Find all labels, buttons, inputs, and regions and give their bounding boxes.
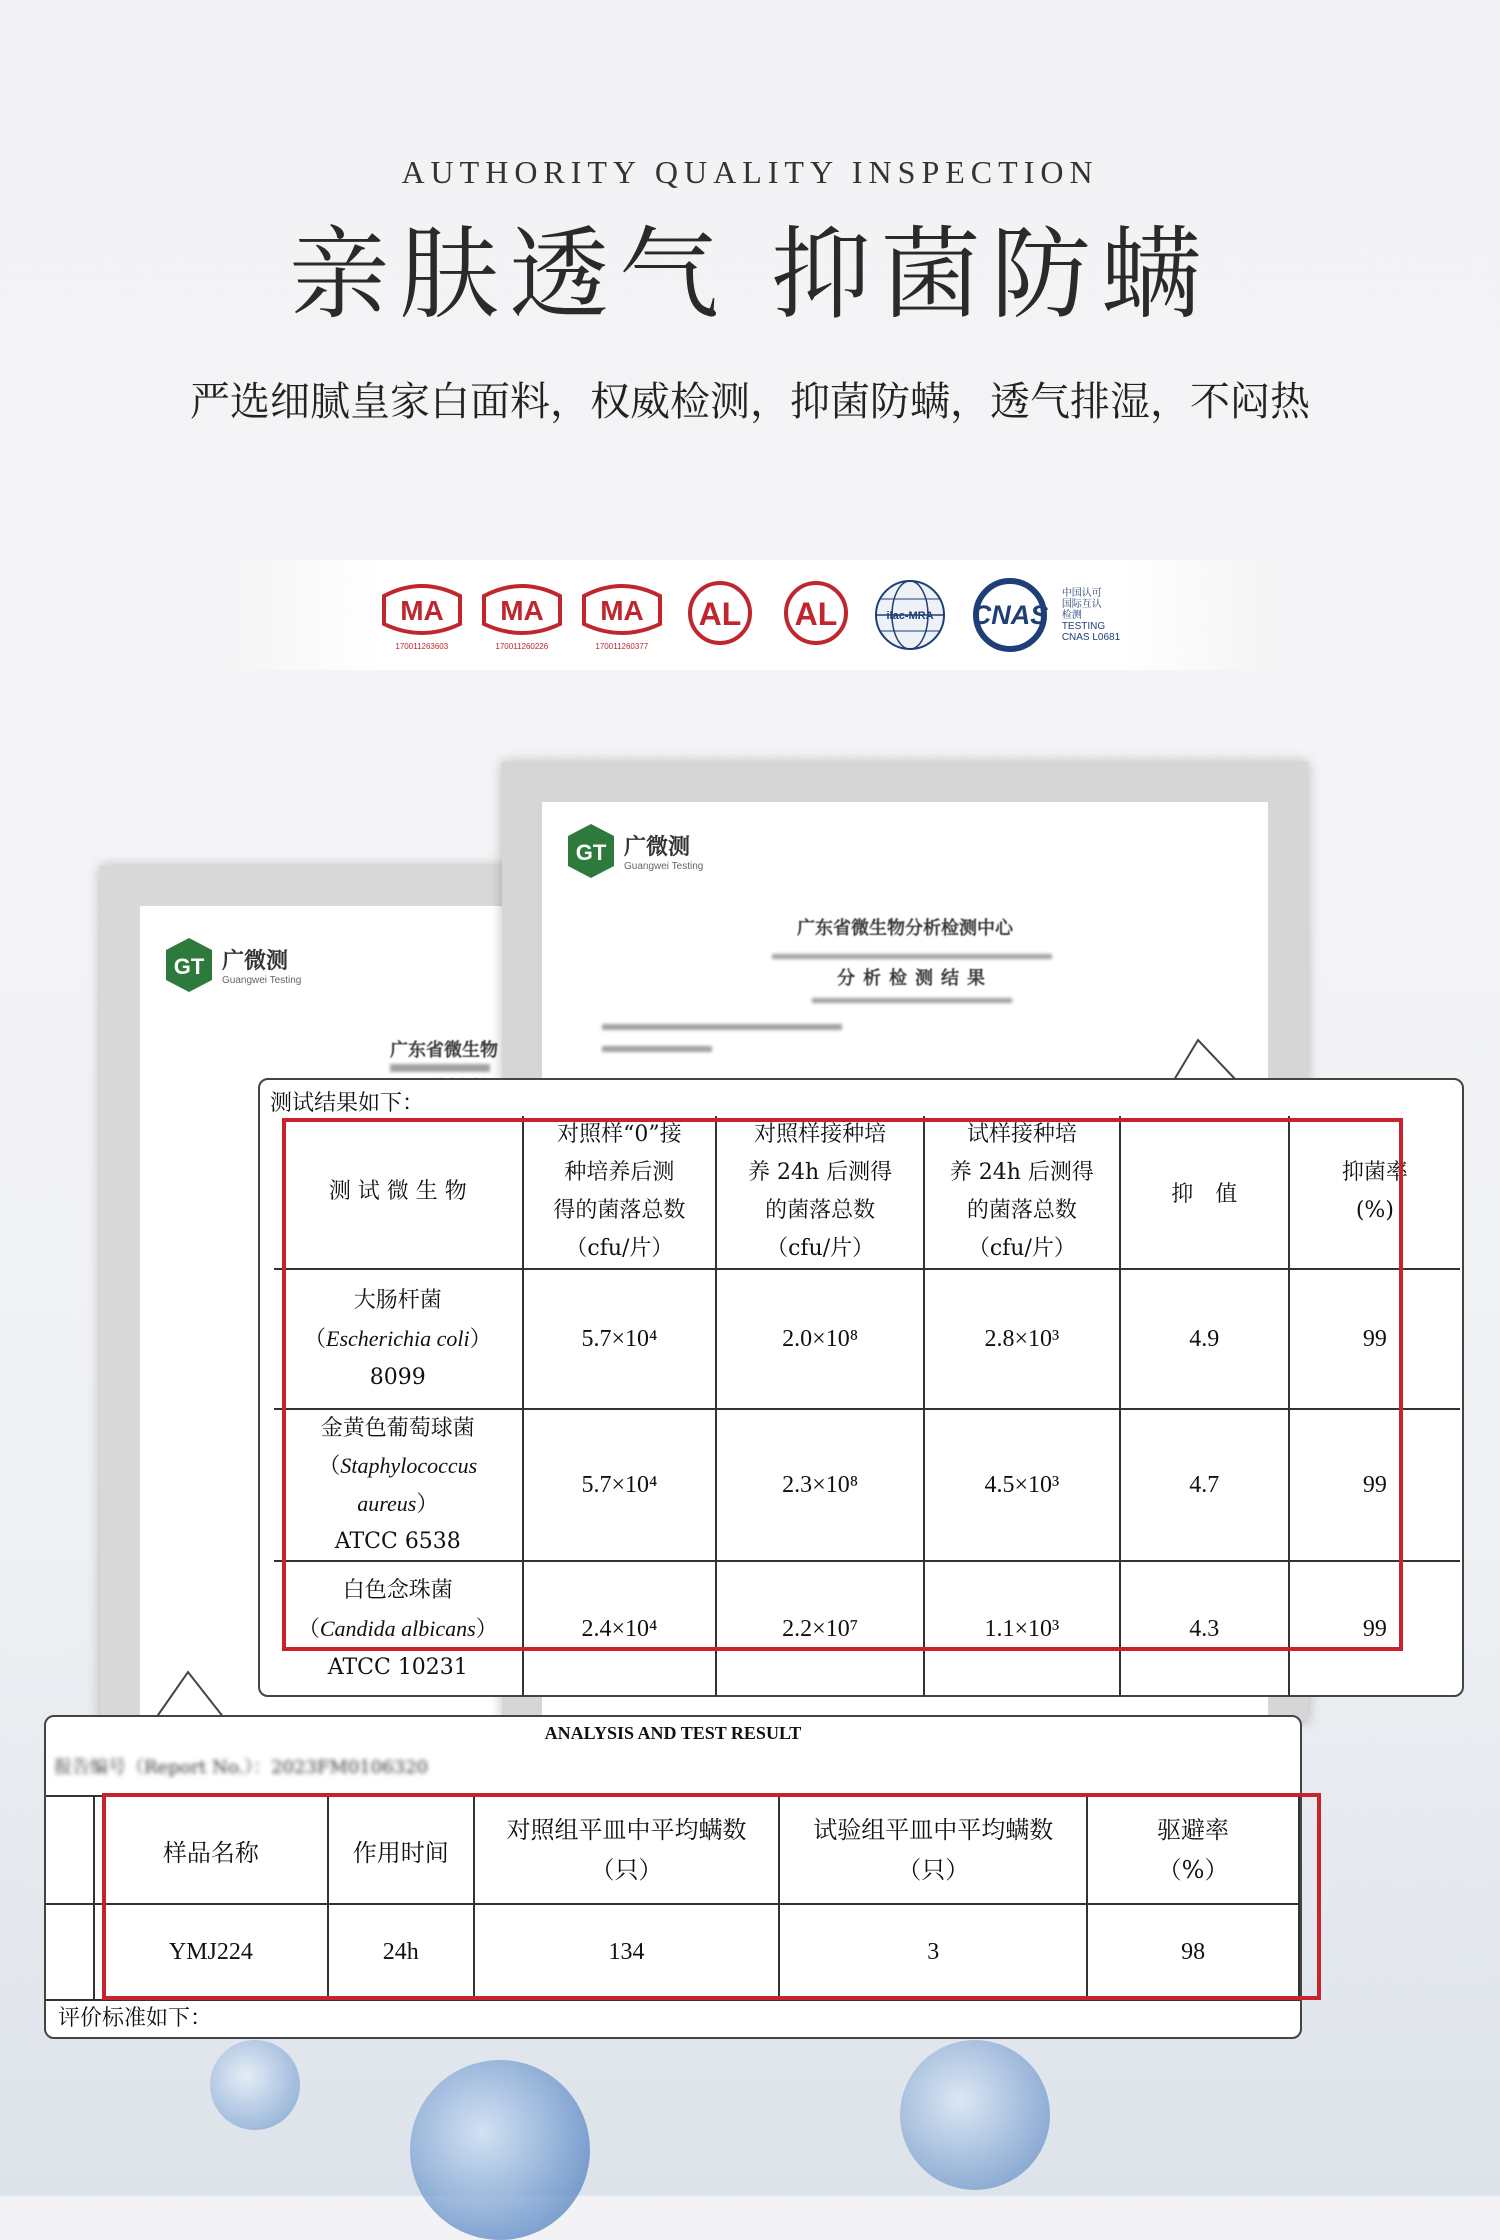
header-microbe: 测 试 微 生 物 (274, 1116, 523, 1269)
certification-logos (220, 560, 1280, 670)
gt-logo-icon (164, 936, 214, 994)
cma-icon (480, 580, 564, 651)
inhibition-rate-cell: 99 (1289, 1269, 1460, 1409)
cnas-caption: 中国认可 国际互认 检测 TESTING CNAS L0681 (1061, 587, 1121, 643)
svg-text:MA: MA (600, 594, 644, 626)
svg-text:CNAS: CNAS (971, 600, 1049, 630)
inhibition-rate-cell: 99 (1289, 1409, 1460, 1561)
page-subtitle: 严选细腻皇家白面料，权威检测，抑菌防螨，透气排湿，不闷热 (190, 379, 1310, 425)
antibacterial-table (274, 1116, 1460, 1696)
inhibition-value-cell: 4.9 (1120, 1269, 1289, 1409)
svg-text:GT: GT (575, 840, 607, 865)
inhibition-value-cell: 4.7 (1120, 1409, 1289, 1561)
cma-number: 170011260226 (495, 641, 549, 651)
microbe-cell: 大肠杆菌 （Escherichia coli） 8099 (274, 1269, 523, 1409)
control-24h-cell: 2.2×10⁷ (716, 1561, 924, 1696)
sample-24h-cell: 4.5×10³ (924, 1409, 1120, 1561)
virus-bubble-icon (410, 2060, 590, 2240)
eyebrow-text: AUTHORITY QUALITY INSPECTION (401, 154, 1099, 190)
header-control-0: 对照样“0”接 种培养后测 得的菌落总数 （cfu/片） (523, 1116, 717, 1269)
table-row (274, 1409, 1460, 1561)
report-number: 报告编号（Report No.）：2023FM0106320 (54, 1757, 429, 1778)
sample-24h-cell: 2.8×10³ (924, 1269, 1120, 1409)
antibacterial-results-callout (258, 1078, 1464, 1697)
header-sample: 样品名称 (94, 1796, 328, 1904)
virus-bubble-icon (210, 2040, 300, 2130)
cma-icon (380, 580, 464, 651)
cma-number: 170011260377 (595, 641, 649, 651)
microbe-cell: 金黄色葡萄球菌 （Staphylococcus aureus） ATCC 6538 (274, 1409, 523, 1561)
header-control-24h: 对照样接种培 养 24h 后测得 的菌落总数 （cfu/片） (716, 1116, 924, 1269)
result-title: 分析检测结果 (837, 968, 993, 989)
repellent-rate-cell: 98 (1087, 1904, 1299, 2000)
control-24h-cell: 2.3×10⁸ (716, 1409, 924, 1561)
header-inhibition-rate: 抑菌率 (%) (1289, 1116, 1460, 1269)
svg-text:MA: MA (500, 594, 544, 626)
table-header-row (46, 1796, 1299, 1904)
mite-table (46, 1795, 1300, 2001)
time-cell: 24h (328, 1904, 474, 2000)
cma-number: 170011263603 (395, 641, 449, 651)
control-avg-cell: 134 (474, 1904, 780, 2000)
callout-pointer (1170, 1036, 1240, 1082)
ilac-mra-icon (872, 577, 948, 653)
control-0-cell: 5.7×10⁴ (523, 1409, 717, 1561)
center-name: 广东省微生物分析检测中心 (797, 918, 1013, 939)
sample-24h-cell: 1.1×10³ (924, 1561, 1120, 1696)
results-caption: 测试结果如下： (270, 1091, 425, 1116)
lab-logo: GT 广微测 Guangwei Testing (566, 822, 703, 880)
test-avg-cell: 3 (779, 1904, 1087, 2000)
svg-text:ilac-MRA: ilac-MRA (886, 610, 934, 622)
sample-cell: YMJ224 (94, 1904, 328, 2000)
svg-text:MA: MA (400, 594, 444, 626)
cnas-icon (964, 577, 1120, 653)
page-title: 亲肤透气 抑菌防螨 (289, 216, 1211, 333)
mite-report-title: ANALYSIS AND TEST RESULT (544, 1723, 802, 1743)
inhibition-rate-cell: 99 (1289, 1561, 1460, 1696)
table-row (46, 1904, 1299, 2000)
table-header-row (274, 1116, 1460, 1269)
inhibition-value-cell: 4.3 (1120, 1561, 1289, 1696)
table-row (274, 1269, 1460, 1409)
lab-logo: GT 广微测 Guangwei Testing (164, 936, 301, 994)
header-time: 作用时间 (328, 1796, 474, 1904)
control-0-cell: 2.4×10⁴ (523, 1561, 717, 1696)
cma-icon (580, 580, 664, 651)
header-sample-24h: 试样接种培 养 24h 后测得 的菌落总数 （cfu/片） (924, 1116, 1120, 1269)
back-center-name: 广东省微生物 (390, 1040, 498, 1061)
microbe-cell: 白色念珠菌 （Candida albicans） ATCC 10231 (274, 1561, 523, 1696)
svg-text:GT: GT (173, 954, 205, 979)
control-0-cell: 5.7×10⁴ (523, 1269, 717, 1409)
cal-icon (776, 579, 856, 651)
header-inhibition-value: 抑 值 (1120, 1116, 1289, 1269)
callout-pointer (150, 1668, 230, 1720)
control-24h-cell: 2.0×10⁸ (716, 1269, 924, 1409)
header-repellent-rate: 驱避率 （%） (1087, 1796, 1299, 1904)
header-test-avg: 试验组平皿中平均螨数 （只） (779, 1796, 1087, 1904)
mite-results-callout (44, 1715, 1302, 2039)
evaluation-caption: 评价标准如下： (58, 2006, 213, 2031)
svg-text:AL: AL (698, 596, 742, 632)
header-control-avg: 对照组平皿中平均螨数 （只） (474, 1796, 780, 1904)
gt-logo-icon (566, 822, 616, 880)
cal-icon (680, 579, 760, 651)
svg-text:AL: AL (794, 596, 838, 632)
virus-bubble-icon (900, 2040, 1050, 2190)
table-row (274, 1561, 1460, 1696)
